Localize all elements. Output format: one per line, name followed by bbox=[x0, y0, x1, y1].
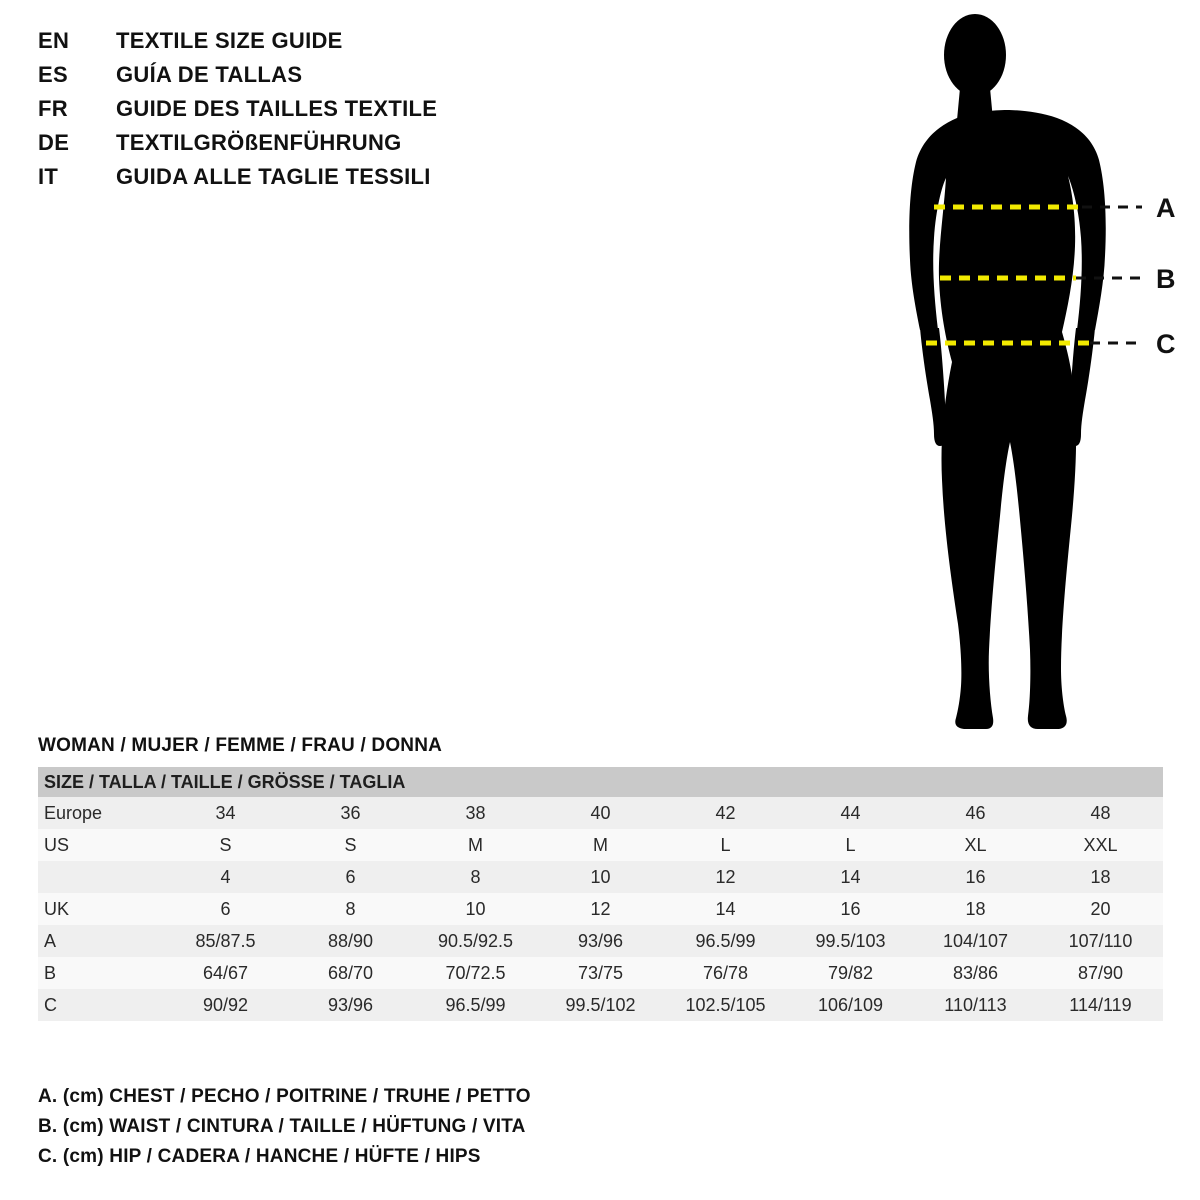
table-cell: 90/92 bbox=[202, 994, 249, 1015]
marker-label-b: B bbox=[1156, 264, 1176, 294]
size-table bbox=[38, 767, 1163, 1021]
title-text-it: GUIDA ALLE TAGLIE TESSILI bbox=[116, 164, 431, 189]
table-row bbox=[38, 957, 1163, 989]
table-cell: 10 bbox=[590, 866, 611, 887]
table-cell: 93/96 bbox=[577, 930, 624, 951]
table-cell: L bbox=[720, 834, 731, 855]
title-lang-es: ES bbox=[38, 62, 68, 87]
title-text-en: TEXTILE SIZE GUIDE bbox=[116, 28, 343, 53]
table-row bbox=[38, 829, 1163, 861]
title-lang-en: EN bbox=[38, 28, 70, 53]
table-cell: 40 bbox=[590, 802, 611, 823]
table-cell: XXL bbox=[1083, 834, 1118, 855]
table-cell: 12 bbox=[715, 866, 736, 887]
table-cell: 16 bbox=[840, 898, 861, 919]
female-silhouette-icon bbox=[860, 10, 1190, 740]
table-header-cell: SIZE / TALLA / TAILLE / GRÖSSE / TAGLIA bbox=[38, 767, 1163, 797]
table-cell: 102.5/105 bbox=[685, 994, 766, 1015]
table-cell: 70/72.5 bbox=[445, 962, 506, 983]
table-cell: 4 bbox=[220, 866, 231, 887]
table-cell: 87/90 bbox=[1077, 962, 1124, 983]
table-cell: 93/96 bbox=[327, 994, 374, 1015]
legend-row-b: B. (cm) WAIST / CINTURA / TAILLE / HÜFTUNG / VITA bbox=[38, 1116, 526, 1137]
table-row-label: A bbox=[44, 930, 57, 951]
title-block bbox=[38, 28, 658, 198]
table-cell: 18 bbox=[1090, 866, 1111, 887]
table-cell: 73/75 bbox=[577, 962, 624, 983]
table-cell: 6 bbox=[220, 898, 231, 919]
table-cell: 76/78 bbox=[702, 962, 749, 983]
legend-row-c: C. (cm) HIP / CADERA / HANCHE / HÜFTE / HIPS bbox=[38, 1146, 481, 1167]
table-cell: 107/110 bbox=[1068, 930, 1133, 951]
title-row bbox=[38, 96, 658, 130]
table-cell: 18 bbox=[965, 898, 986, 919]
table-cell: 110/113 bbox=[944, 994, 1007, 1015]
table-cell: 14 bbox=[715, 898, 736, 919]
table-cell: 8 bbox=[470, 866, 481, 887]
table-cell: 14 bbox=[840, 866, 861, 887]
table-row-label: US bbox=[44, 834, 70, 855]
title-text-fr: GUIDE DES TAILLES TEXTILE bbox=[116, 96, 438, 121]
table-cell: 99.5/102 bbox=[565, 994, 636, 1015]
table-cell: 38 bbox=[465, 802, 486, 823]
table-cell: 48 bbox=[1090, 802, 1111, 823]
title-row bbox=[38, 62, 658, 96]
table-row-label: UK bbox=[44, 898, 70, 919]
table-cell: 114/119 bbox=[1069, 994, 1132, 1015]
size-table-section bbox=[38, 735, 1163, 1021]
legend-row-a: A. (cm) CHEST / PECHO / POITRINE / TRUHE / PETTO bbox=[38, 1086, 531, 1107]
table-cell: 10 bbox=[465, 898, 486, 919]
woman-heading: WOMAN / MUJER / FEMME / FRAU / DONNA bbox=[38, 735, 443, 756]
title-lang-fr: FR bbox=[38, 96, 68, 121]
title-row bbox=[38, 28, 658, 62]
table-row-label: Europe bbox=[44, 802, 103, 823]
table-cell: 44 bbox=[840, 802, 861, 823]
legend-block bbox=[38, 1086, 838, 1176]
title-text-de: TEXTILGRÖßENFÜHRUNG bbox=[116, 130, 402, 155]
table-cell: 34 bbox=[215, 802, 236, 823]
title-text-es: GUÍA DE TALLAS bbox=[116, 62, 303, 87]
marker-label-c: C bbox=[1156, 329, 1176, 359]
table-cell: XL bbox=[964, 834, 987, 855]
table-header-row bbox=[38, 767, 1163, 797]
table-row-label bbox=[38, 861, 163, 893]
table-cell: S bbox=[219, 834, 232, 855]
table-cell: S bbox=[344, 834, 357, 855]
table-row bbox=[38, 861, 1163, 893]
table-row bbox=[38, 893, 1163, 925]
table-row bbox=[38, 925, 1163, 957]
table-cell: 42 bbox=[715, 802, 736, 823]
figure-area bbox=[860, 10, 1190, 740]
table-cell: 99.5/103 bbox=[815, 930, 886, 951]
table-cell: 64/67 bbox=[202, 962, 249, 983]
table-cell: 83/86 bbox=[952, 962, 999, 983]
table-row-label: B bbox=[44, 962, 57, 983]
table-cell: 79/82 bbox=[827, 962, 874, 983]
table-cell: 8 bbox=[345, 898, 356, 919]
table-cell: 90.5/92.5 bbox=[437, 930, 514, 951]
table-cell: 36 bbox=[340, 802, 361, 823]
table-cell: L bbox=[845, 834, 856, 855]
title-row bbox=[38, 130, 658, 164]
table-cell: 96.5/99 bbox=[695, 930, 756, 951]
table-cell: 104/107 bbox=[942, 930, 1009, 951]
table-cell: M bbox=[468, 834, 483, 855]
table-row-label: C bbox=[44, 994, 57, 1015]
table-cell: 16 bbox=[965, 866, 986, 887]
title-lang-it: IT bbox=[38, 164, 59, 189]
table-cell: 12 bbox=[590, 898, 611, 919]
table-cell: 88/90 bbox=[327, 930, 374, 951]
title-lang-de: DE bbox=[38, 130, 70, 155]
table-cell: 20 bbox=[1090, 898, 1111, 919]
marker-label-a: A bbox=[1156, 193, 1176, 223]
title-row bbox=[38, 164, 658, 198]
table-cell: 106/109 bbox=[817, 994, 884, 1015]
table-cell: 85/87.5 bbox=[195, 930, 256, 951]
table-cell: 6 bbox=[345, 866, 356, 887]
table-cell: 46 bbox=[965, 802, 986, 823]
table-row bbox=[38, 797, 1163, 829]
table-cell: 96.5/99 bbox=[445, 994, 506, 1015]
table-row bbox=[38, 989, 1163, 1021]
table-cell: M bbox=[593, 834, 608, 855]
table-cell: 68/70 bbox=[327, 962, 374, 983]
